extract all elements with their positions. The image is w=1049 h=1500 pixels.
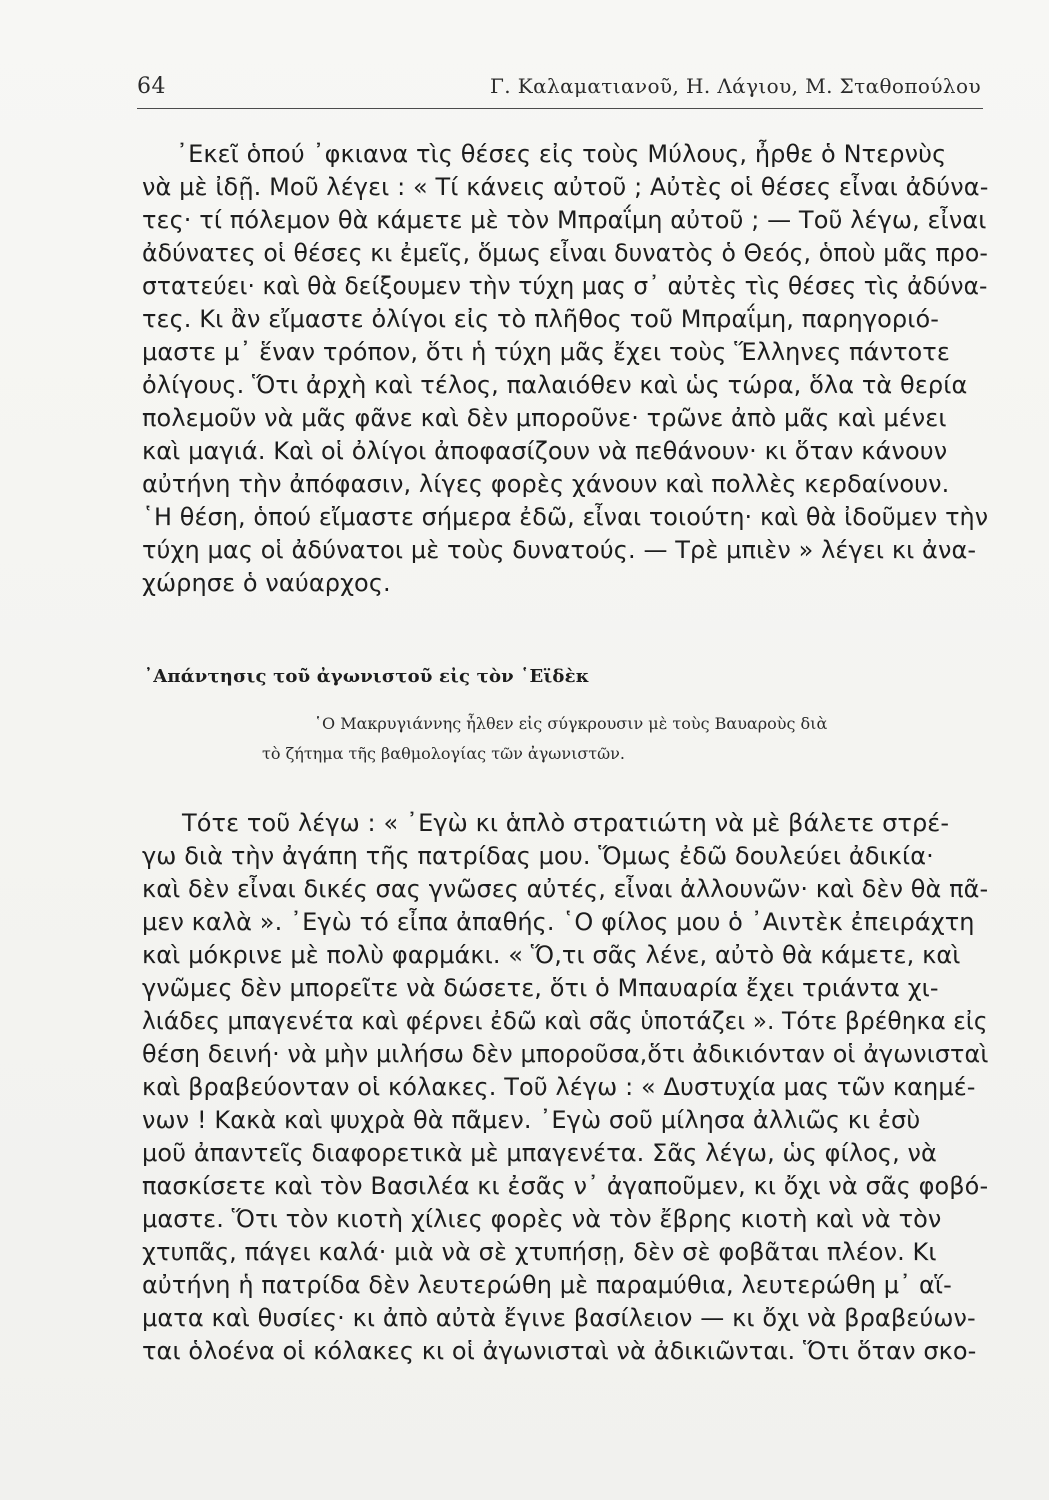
paragraph-line: Τότε τοῦ λέγω : « ᾿Εγὼ κι ἁπλὸ στρατιώτη νὰ μὲ βάλετε στρέ-	[182, 809, 950, 837]
paragraph-line: χτυπᾶς, πάγει καλά· μιὰ νὰ σὲ χτυπήσῃ, δὲν σὲ φοβᾶται πλέον. Κι	[142, 1238, 937, 1266]
paragraph-line: ματα καὶ θυσίες· κι ἀπὸ αὐτὰ ἔγινε βασίλειον — κι ὄχι νὰ βραβεύων-	[142, 1304, 976, 1332]
paragraph-line: γνῶμες δὲν μπορεῖτε νὰ δώσετε, ὅτι ὁ Μπαυαρία ἔχει τριάντα χι-	[142, 974, 939, 1002]
paragraph-line: αὐτήνη τὴν ἀπόφασιν, λίγες φορὲς χάνουν καὶ πολλὲς κερδαίνουν.	[142, 470, 950, 498]
paragraph-line: αὐτήνη ἡ πατρίδα δὲν λευτερώθη μὲ παραμύθια, λευτερώθη μ᾿ αἵ-	[142, 1271, 952, 1299]
section-title: ᾿Απάντησις τοῦ ἀγωνιστοῦ εἰς τὸν ῾Εϊδὲκ	[144, 666, 590, 687]
running-head: Γ. Καλαματιανοῦ, Η. Λάγιου, Μ. Σταθοπούλου	[489, 74, 981, 98]
paragraph-line: μοῦ ἀπαντεῖς διαφορετικὰ μὲ μπαγενέτα. Σᾶς λέγω, ὡς φίλος, νὰ	[142, 1139, 937, 1167]
paragraph-line: ται ὁλοένα οἱ κόλακες κι οἱ ἀγωνισταὶ νὰ ἀδικιῶνται. Ὅτι ὅταν σκο-	[142, 1337, 977, 1365]
paragraph-line: θέση δεινή· νὰ μὴν μιλήσω δὲν μποροῦσα,ὅτι ἀδικιόνταν οἱ ἀγωνισταὶ	[142, 1040, 989, 1068]
paragraph-line: καὶ δὲν εἶναι δικές σας γνῶσες αὐτές, εἶναι ἀλλουνῶν· καὶ δὲν θὰ πᾶ-	[142, 875, 989, 903]
paragraph-line: ὀλίγους. Ὅτι ἀρχὴ καὶ τέλος, παλαιόθεν καὶ ὡς τώρα, ὅλα τὰ θερία	[142, 371, 968, 399]
page-header	[137, 74, 983, 108]
paragraph-line: ἀδύνατες οἱ θέσες κι ἐμεῖς, ὅμως εἶναι δυνατὸς ὁ Θεός, ὁποὺ μᾶς προ-	[142, 239, 988, 267]
paragraph-line: λιάδες μπαγενέτα καὶ φέρνει ἐδῶ καὶ σᾶς ὑποτάζει ». Τότε βρέθηκα εἰς	[142, 1007, 988, 1035]
paragraph-line: καὶ μόκρινε μὲ πολὺ φαρμάκι. « Ὅ,τι σᾶς λένε, αὐτὸ θὰ κάμετε, καὶ	[142, 941, 961, 969]
section-summary-line: ῾Ο Μακρυγιάννης ἦλθεν εἰς σύγκρουσιν μὲ τοὺς Βαυαροὺς διὰ	[314, 714, 828, 733]
paragraph-line: νὰ μὲ ἰδῇ. Μοῦ λέγει : « Τί κάνεις αὐτοῦ ; Αὐτὲς οἱ θέσες εἶναι ἀδύνα-	[142, 173, 989, 201]
paragraph-line: ᾿Εκεῖ ὁπού ᾿φκιανα τὶς θέσες εἰς τοὺς Μύλους, ἦρθε ὁ Ντερνὺς	[176, 140, 947, 168]
page-number: 64	[137, 74, 166, 99]
paragraph-line: ῾Η θέση, ὁπού εἴμαστε σήμερα ἐδῶ, εἶναι τοιούτη· καὶ θὰ ἰδοῦμεν τὴν	[142, 503, 989, 531]
paragraph-line: καὶ μαγιά. Καὶ οἱ ὀλίγοι ἀποφασίζουν νὰ πεθάνουν· κι ὅταν κάνουν	[142, 437, 948, 465]
paragraph-line: τες. Κι ἂν εἴμαστε ὀλίγοι εἰς τὸ πλῆθος τοῦ Μπραΐμη, παρηγοριό-	[142, 305, 940, 333]
paragraph-line: νων ! Κακὰ καὶ ψυχρὰ θὰ πᾶμεν. ᾿Εγὼ σοῦ μίλησα ἀλλιῶς κι ἐσὺ	[142, 1106, 921, 1134]
paragraph-line: τύχη μας οἱ ἀδύνατοι μὲ τοὺς δυνατούς. — Τρὲ μπιὲν » λέγει κι ἀνα-	[142, 536, 977, 564]
header-rule	[137, 108, 983, 109]
paragraph-line: χώρησε ὁ ναύαρχος.	[142, 569, 391, 597]
paragraph-line: γω διὰ τὴν ἀγάπη τῆς πατρίδας μου. Ὅμως ἐδῶ δουλεύει ἀδικία·	[142, 842, 934, 870]
paragraph-line: μεν καλὰ ». ᾿Εγὼ τό εἶπα ἀπαθής. ῾Ο φίλος μου ὁ ᾿Αιντὲκ ἐπειράχτη	[142, 908, 975, 936]
paragraph-line: πασκίσετε καὶ τὸν Βασιλέα κι ἐσᾶς ν᾿ ἀγαποῦμεν, κι ὄχι νὰ σᾶς φοβό-	[142, 1172, 989, 1200]
paragraph-line: μαστε. Ὅτι τὸν κιοτὴ χίλιες φορὲς νὰ τὸν ἔβρης κιοτὴ καὶ νὰ τὸν	[142, 1205, 942, 1233]
paragraph-line: μαστε μ᾿ ἕναν τρόπον, ὅτι ἡ τύχη μᾶς ἔχει τοὺς Ἕλληνες πάντοτε	[142, 338, 950, 366]
paragraph-line: στατεύει· καὶ θὰ δείξουμεν τὴν τύχη μας σ᾿ αὐτὲς τὶς θέσες τὶς ἀδύνα-	[142, 272, 988, 300]
paragraph-line: τες· τί πόλεμον θὰ κάμετε μὲ τὸν Μπραΐμη αὐτοῦ ; — Τοῦ λέγω, εἶναι	[142, 206, 987, 234]
section-summary-line: τὸ ζήτημα τῆς βαθμολογίας τῶν ἀγωνιστῶν.	[262, 744, 625, 763]
paragraph-line: πολεμοῦν νὰ μᾶς φᾶνε καὶ δὲν μποροῦνε· τρῶνε ἀπὸ μᾶς καὶ μένει	[142, 404, 947, 432]
paragraph-line: καὶ βραβεύονταν οἱ κόλακες. Τοῦ λέγω : « Δυστυχία μας τῶν καημέ-	[142, 1073, 976, 1101]
